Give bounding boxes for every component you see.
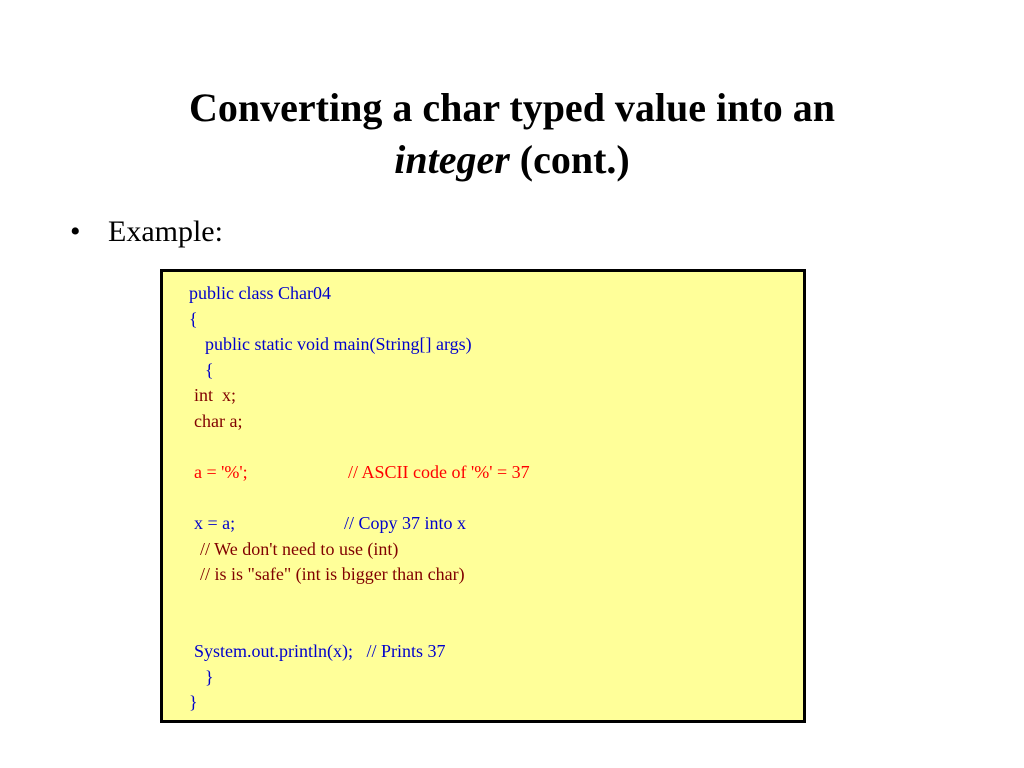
bullet-item — [70, 212, 223, 252]
code-comment-ascii: // ASCII code of '%' = 37 — [348, 462, 530, 482]
code-line-println: System.out.println(x); // Prints 37 — [194, 641, 446, 661]
bullet-marker: • — [70, 215, 81, 248]
code-line-char-decl: char a; — [194, 411, 243, 431]
code-line-main-open-brace: { — [205, 360, 214, 380]
bullet-text: Example: — [108, 215, 223, 248]
title-line-2 — [0, 134, 1024, 186]
code-line-open-brace: { — [189, 309, 198, 329]
code-comment-safe: // is is "safe" (int is bigger than char) — [200, 564, 465, 584]
code-line-main-close-brace: } — [205, 667, 214, 687]
code-line-assign-x: x = a; — [194, 513, 236, 533]
code-line-close-brace: } — [189, 692, 198, 712]
code-comment-no-cast: // We don't need to use (int) — [200, 539, 399, 559]
code-line-assign-a: a = '%'; — [194, 462, 248, 482]
title-line-1: Converting a char typed value into an — [189, 85, 835, 130]
title-italic-word: integer — [394, 137, 510, 182]
code-comment-copy: // Copy 37 into x — [344, 513, 467, 533]
code-line-int-decl: int x; — [194, 385, 237, 405]
title-suffix: (cont.) — [509, 137, 630, 182]
code-box — [160, 269, 806, 723]
code-line-main-decl: public static void main(String[] args) — [205, 334, 472, 354]
slide-title — [0, 82, 1024, 186]
code-line-class-decl: public class Char04 — [189, 283, 331, 303]
